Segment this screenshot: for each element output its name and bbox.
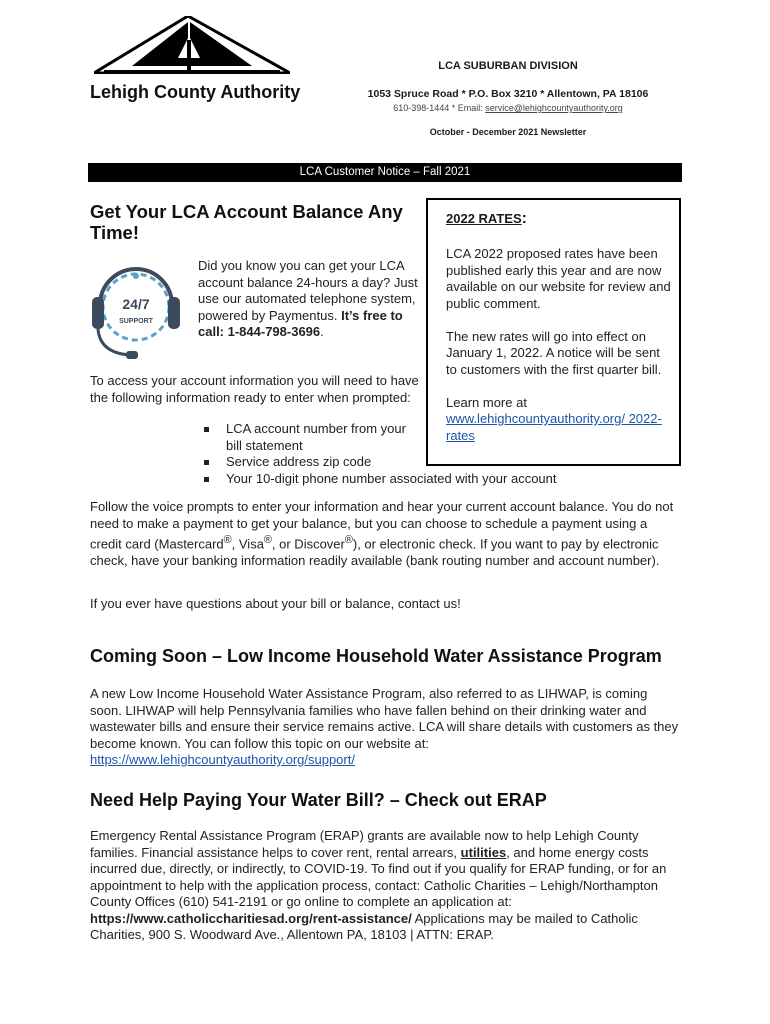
list-item: Your 10-digit phone number associated with your account xyxy=(202,471,722,488)
questions-paragraph: If you ever have questions about your bill or balance, contact us! xyxy=(90,596,461,611)
section-title-erap: Need Help Paying Your Water Bill? – Check out ERAP xyxy=(90,790,547,810)
rates-title: 2022 RATES xyxy=(446,211,522,226)
newsletter-date: October - December 2021 Newsletter xyxy=(429,127,587,137)
erap-text-3: Applications may be mailed to Catholic Charities, 900 S. Woodward Ave., Allentown PA, 18103 | ATTN: ERAP. xyxy=(90,910,638,942)
access-info-paragraph: To access your account information you will need to have the following information ready to enter when prompted: xyxy=(90,373,419,405)
icon-label-support: SUPPORT xyxy=(119,318,153,325)
rates-paragraph-1: LCA 2022 proposed rates have been published early this year and are now available on our website for review and public comment. xyxy=(446,246,671,311)
rates-title-colon: : xyxy=(521,210,527,227)
org-name: Lehigh County Authority xyxy=(90,82,301,102)
rates-title-line xyxy=(446,210,674,228)
rates-paragraph-2: The new rates will go into effect on January 1, 2022. A notice will be sent to customers with the first quarter bill. xyxy=(446,328,662,377)
division-title: LCA SUBURBAN DIVISION xyxy=(438,60,578,72)
list-item: Service address zip code xyxy=(202,454,722,471)
call-info-text: Did you know you can get your LCA account balance 24-hours a day? Just use our automated telephone system, powered by Paymentus. xyxy=(198,258,418,323)
support-page-link[interactable]: https://www.lehighcountyauthority.org/support/ xyxy=(90,752,355,767)
registered-mark: ® xyxy=(344,534,353,546)
utilities-emphasis: utilities xyxy=(460,844,507,860)
follow-text-4: ), or electronic check. If you want to pay by electronic check, have your banking information readily available (bank routing number and account number). xyxy=(90,536,660,568)
list-item: LCA account number from your bill statement xyxy=(202,421,418,454)
icon-label-247: 24/7 xyxy=(122,296,150,312)
lihwap-paragraph xyxy=(90,686,680,769)
lca-logo xyxy=(94,16,290,74)
mailing-address: 1053 Spruce Road * P.O. Box 3210 * Allentown, PA 18106 xyxy=(367,88,649,100)
contact-line xyxy=(340,103,676,113)
phone-text: 610-398-1444 * Email: xyxy=(393,103,486,113)
section-title-account-balance: Get Your LCA Account Balance Any Time! xyxy=(90,201,403,243)
email-link[interactable]: service@lehighcountyauthority.org xyxy=(485,103,623,113)
call-phone-number: It’s free to call: 1-844-798-3696 xyxy=(198,307,403,339)
headset-support-icon xyxy=(86,243,186,361)
registered-mark: ® xyxy=(263,534,272,546)
section-title-lihwap: Coming Soon – Low Income Household Water Assistance Program xyxy=(90,646,662,666)
call-info-paragraph xyxy=(198,258,426,341)
registered-mark: ® xyxy=(223,534,232,546)
follow-text-2: , Visa xyxy=(231,536,264,552)
erap-text-1: Emergency Rental Assistance Program (ERAP) grants are available now to help Lehigh County families. Financial assistance helps to cover rent, rental arrears, xyxy=(90,828,639,860)
erap-text-2: , and home energy costs incurred due, directly, or indirectly, to COVID-19. To find out if you qualify for ERAP funding, or for an appointment to help with the application process, contact: Catholic Charities – Lehigh/Northampton County Offices (610) 541-2191 or go online to complete an application at: xyxy=(90,844,667,909)
follow-text-3: , or Discover xyxy=(271,536,345,552)
voice-prompts-paragraph xyxy=(90,499,682,569)
erap-url: https://www.catholiccharitiesad.org/rent-assistance/ xyxy=(90,910,412,926)
rates-link[interactable]: www.lehighcountyauthority.org/ 2022-rates xyxy=(446,411,662,443)
notice-bar: LCA Customer Notice – Fall 2021 xyxy=(88,163,682,182)
lihwap-text: A new Low Income Household Water Assistance Program, also referred to as LIHWAP, is coming soon. LIHWAP will help Pennsylvania families who have fallen behind on their drinking water and wastewater bills and ensure their service remains active. LCA will share details with customers as they become known. You can follow this topic on our website at: xyxy=(90,686,679,751)
erap-paragraph xyxy=(90,828,680,944)
follow-text-1: Follow the voice prompts to enter your information and hear your current account balance. You do not need to make a payment to get your balance, but you can choose to schedule a payment using a credit card (Mastercard xyxy=(90,499,674,552)
required-info-list xyxy=(202,421,722,487)
call-info-end: . xyxy=(320,324,324,339)
rates-learn-more: Learn more at xyxy=(446,394,527,410)
